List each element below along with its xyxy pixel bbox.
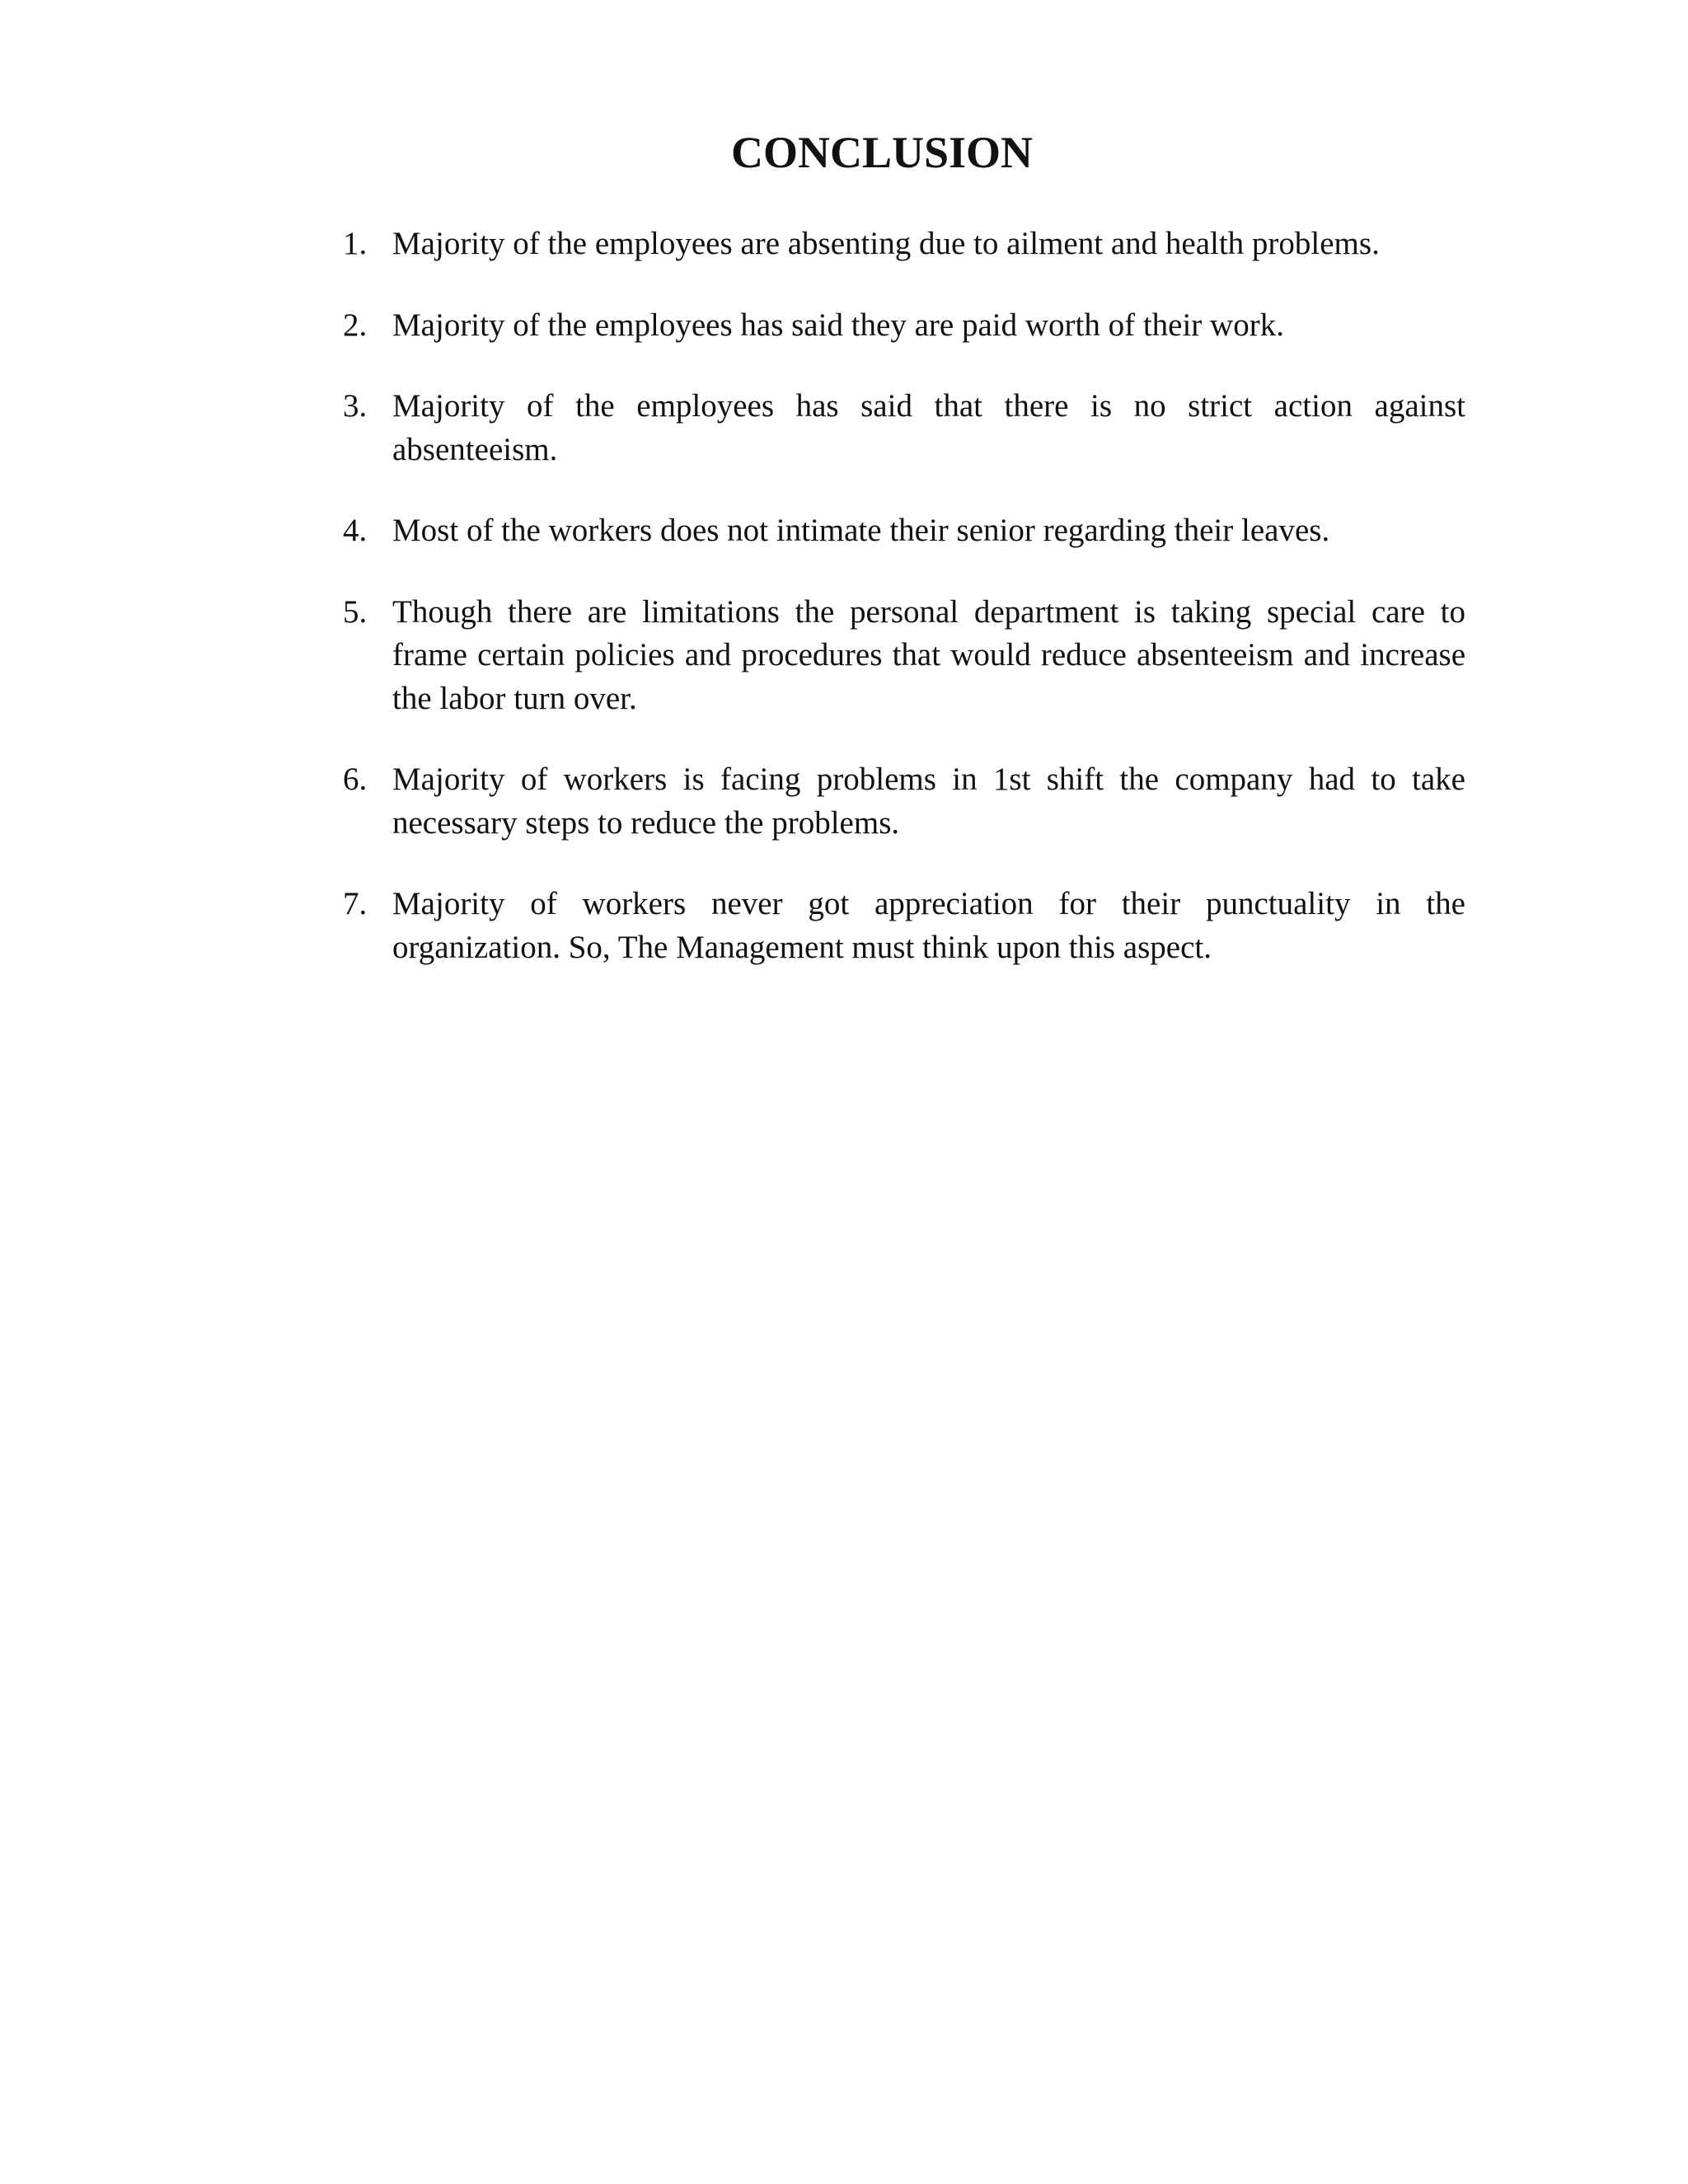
list-item [343,883,1465,969]
list-item-number: 7. [343,886,368,921]
list-item-number: 6. [343,762,368,797]
list-item [343,591,1465,721]
list-item-text: Majority of workers is facing problems in 1st shift the company had to take necessary steps to reduce the problems. [392,762,1465,841]
list-item [343,304,1465,348]
conclusion-list [343,223,1465,1007]
list-item [343,509,1465,553]
list-item [343,758,1465,845]
list-item-text: Majority of workers never got appreciation for their punctuality in the organization. So, The Management must think upon this aspect. [392,886,1465,965]
list-item-number: 1. [343,226,368,261]
list-item [343,223,1465,266]
list-item-text: Majority of the employees has said that there is no strict action against absenteeism. [392,388,1465,467]
list-item-number: 3. [343,388,368,424]
list-item [343,385,1465,471]
list-item-text: Most of the workers does not intimate their senior regarding their leaves. [392,513,1330,548]
list-item-text: Majority of the employees are absenting due to ailment and health problems. [392,226,1380,261]
list-item-text: Majority of the employees has said they are paid worth of their work. [392,307,1284,343]
page-title: CONCLUSION [730,128,1034,177]
list-item-number: 2. [343,307,368,343]
list-item-number: 5. [343,593,368,630]
list-item-text: Though there are limitations the personal department is taking special care to frame certain policies and procedures that would reduce absenteeism and increase the labor turn over. [392,593,1465,716]
list-item-number: 4. [343,513,368,548]
